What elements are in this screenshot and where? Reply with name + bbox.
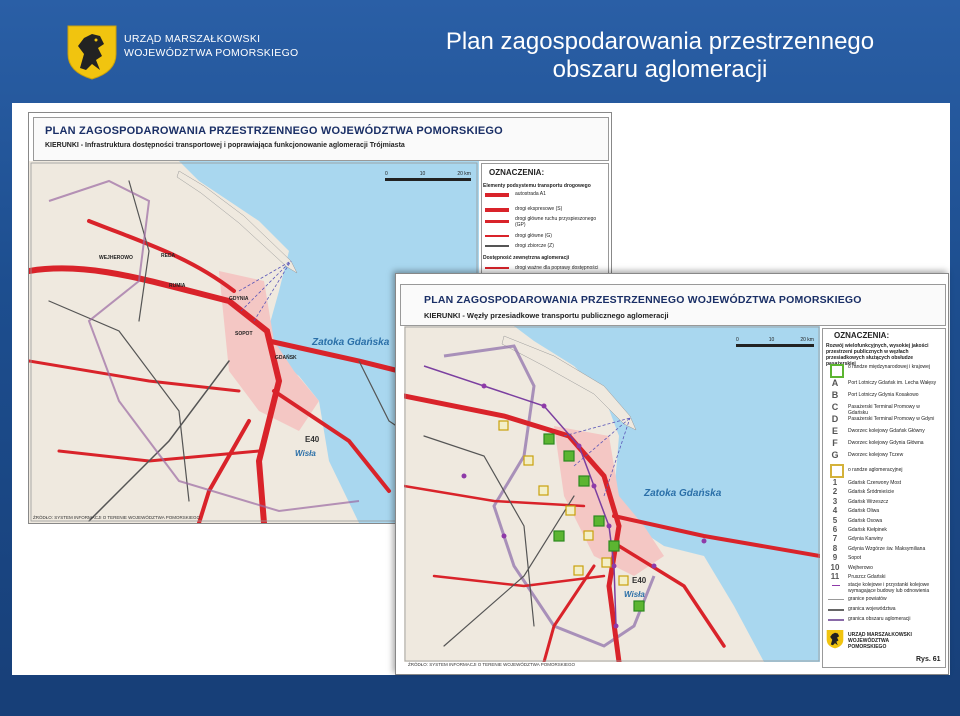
map2-scale-bar bbox=[736, 344, 814, 347]
legend-letter-key: C bbox=[831, 402, 839, 412]
map1-place: REDA bbox=[161, 253, 176, 259]
legend-letter-label: Dworzec kolejowy Gdańsk Główny bbox=[848, 428, 925, 434]
legend-letter-label: Port Lotniczy Gdynia Kosakowo bbox=[848, 392, 919, 398]
legend-letter-label: Pasażerski Terminal Promowy w Gdańsku bbox=[848, 404, 920, 416]
legend-rank-agglomeration: o randze aglomeracyjnej bbox=[848, 467, 903, 473]
map2-org-box: URZĄD MARSZAŁKOWSKI WOJEWÓDZTWA POMORSKIEGO bbox=[848, 632, 912, 650]
legend-letter-label: Dworzec kolejowy Tczew bbox=[848, 452, 904, 458]
legend-item: autostrada A1 bbox=[515, 191, 546, 197]
figure-number: Rys. 61 bbox=[916, 656, 941, 663]
map1-place: GDYNIA bbox=[229, 296, 249, 302]
legend-swatch bbox=[828, 619, 844, 621]
legend-number-key: 1 bbox=[832, 478, 838, 487]
map1-sea-label: Zatoka Gdańska bbox=[312, 337, 390, 348]
map1-legend-section: Elementy podsystemu transportu drogowego bbox=[483, 183, 591, 189]
map2-place: E40 bbox=[632, 576, 647, 585]
legend-swatch bbox=[485, 245, 509, 247]
legend-number-key: 5 bbox=[832, 515, 838, 525]
legend-number-key: 6 bbox=[832, 525, 838, 534]
legend-number-key: 2 bbox=[832, 487, 838, 497]
legend-number-key: 7 bbox=[832, 534, 838, 544]
map1-legend-section2: Dostępność zewnętrzna aglomeracji bbox=[483, 255, 570, 261]
legend-item: drogi zbiorcze (Z) bbox=[515, 243, 554, 249]
legend-swatch-green bbox=[830, 364, 844, 378]
legend-swatch-yellow bbox=[830, 464, 844, 478]
legend-swatch bbox=[485, 193, 509, 197]
map1-place: Wisła bbox=[295, 449, 316, 458]
legend-extra-item: granica województwa bbox=[848, 606, 896, 612]
legend-number-key: 3 bbox=[832, 496, 838, 506]
legend-number-label: Gdynia Wzgórze św. Maksymiliana bbox=[848, 545, 926, 552]
slide-title: Plan zagospodarowania przestrzennego obszaru aglomeracji bbox=[445, 28, 875, 83]
legend-letter-label: Pasażerski Terminal Promowy w Gdyni bbox=[848, 416, 935, 422]
map1-place: GDAŃSK bbox=[275, 355, 297, 361]
legend-number-label: Gdańsk Oliwa bbox=[848, 508, 880, 515]
legend-number-key: 10 bbox=[830, 562, 840, 572]
legend-number-label: Wejherowo bbox=[848, 564, 873, 571]
legend-letter-key: A bbox=[831, 378, 839, 388]
legend-item: drogi główne ruchu przyspieszonego (GP) bbox=[515, 216, 597, 228]
legend-extra-item: granice powiatów bbox=[848, 596, 887, 602]
slide-bottom-bar bbox=[0, 680, 960, 716]
legend-number-label: Gdańsk Śródmieście bbox=[848, 489, 895, 496]
map1-legend-header: OZNACZENIA: bbox=[489, 168, 545, 177]
legend-letter-key: G bbox=[831, 450, 839, 460]
map2-graphic bbox=[404, 326, 820, 662]
legend-item: drogi ważne dla poprawy dostępności bbox=[515, 265, 599, 271]
legend-swatch bbox=[485, 235, 509, 237]
legend-swatch bbox=[832, 585, 840, 586]
legend-number-key: 4 bbox=[832, 506, 838, 516]
map-transfer-nodes bbox=[395, 273, 949, 675]
legend-number-label: Gdańsk Wrzeszcz bbox=[848, 498, 889, 505]
map1-scale-bar bbox=[385, 178, 471, 181]
legend-item: drogi ekspresowe (S) bbox=[515, 206, 563, 212]
map1-source: ŹRÓDŁO: SYSTEM INFORMACJI O TERENIE WOJEWÓDZTWA POMORSKIEGO bbox=[33, 515, 201, 520]
legend-number-label: Gdynia Karwiny bbox=[848, 536, 884, 543]
griffin-coat-of-arms-icon bbox=[826, 629, 844, 649]
map1-title-box bbox=[33, 117, 609, 161]
legend-number-key: 8 bbox=[832, 543, 838, 553]
legend-number-key: 9 bbox=[832, 553, 838, 563]
map1-place: SOPOT bbox=[235, 331, 253, 337]
map1-place: WEJHEROWO bbox=[99, 255, 133, 261]
legend-extra-item: granica obszaru aglomeracji bbox=[848, 616, 911, 622]
legend-letter-label: Dworzec kolejowy Gdynia Główna bbox=[848, 440, 924, 446]
legend-letter-key: D bbox=[831, 414, 839, 424]
map1-place: E40 bbox=[305, 435, 320, 444]
legend-letter-label: Port Lotniczy Gdańsk im. Lecha Wałęsy bbox=[848, 380, 937, 386]
legend-letter-key: B bbox=[831, 390, 839, 400]
legend-number-label: Gdańsk Osowa bbox=[848, 517, 883, 524]
map2-legend-intro: Rozwój wielofunkcyjnych, wysokiej jakości przestrzeni publicznych w węzłach przesiadkowych służących obsłudze pasażerskiej bbox=[826, 343, 929, 367]
legend-letter-key: F bbox=[832, 438, 838, 448]
map2-sea-label: Zatoka Gdańska bbox=[644, 488, 722, 499]
legend-letter-key: E bbox=[831, 426, 838, 436]
legend-number-label: Gdańsk Czerwony Most bbox=[848, 480, 902, 486]
legend-number-label: Gdańsk Kiełpinek bbox=[848, 527, 887, 533]
legend-swatch bbox=[485, 220, 509, 223]
legend-swatch bbox=[485, 208, 509, 212]
map1-scale: 0 10 20 km bbox=[385, 171, 471, 177]
map2-scale: 0 10 20 km bbox=[736, 337, 814, 343]
legend-item: drogi główne (G) bbox=[515, 233, 552, 239]
organization-name: URZĄD MARSZAŁKOWSKI WOJEWÓDZTWA POMORSKIEGO bbox=[124, 33, 299, 59]
map1-title: PLAN ZAGOSPODAROWANIA PRZESTRZENNEGO WOJEWÓDZTWA POMORSKIEGO bbox=[45, 125, 503, 137]
map2-title: PLAN ZAGOSPODAROWANIA PRZESTRZENNEGO WOJEWÓDZTWA POMORSKIEGO bbox=[424, 294, 862, 306]
map1-place: RUMIA bbox=[169, 283, 186, 289]
map2-source: ŹRÓDŁO: SYSTEM INFORMACJI O TERENIE WOJEWÓDZTWA POMORSKIEGO bbox=[408, 662, 576, 667]
griffin-coat-of-arms-icon bbox=[66, 24, 118, 80]
legend-extra-item: stacje kolejowe i przystanki kolejowe wymagające budowy lub odnowienia bbox=[848, 582, 930, 594]
legend-number-label: Sopot bbox=[848, 555, 862, 562]
legend-swatch bbox=[828, 599, 844, 600]
legend-number-label: Pruszcz Gdański bbox=[848, 574, 886, 580]
legend-rank-international: o randze międzynarodowej i krajowej bbox=[848, 364, 930, 370]
legend-swatch bbox=[485, 267, 509, 269]
legend-number-key: 11 bbox=[830, 572, 840, 581]
legend-swatch bbox=[828, 609, 844, 611]
map1-subtitle: KIERUNKI - Infrastruktura dostępności transportowej i poprawiająca funkcjonowanie aglomeracji Trójmiasta bbox=[45, 142, 405, 149]
map2-place: Wisła bbox=[624, 590, 645, 599]
map2-subtitle: KIERUNKI - Węzły przesiadkowe transportu publicznego aglomeracji bbox=[424, 311, 669, 320]
map2-legend-header: OZNACZENIA: bbox=[834, 331, 890, 340]
